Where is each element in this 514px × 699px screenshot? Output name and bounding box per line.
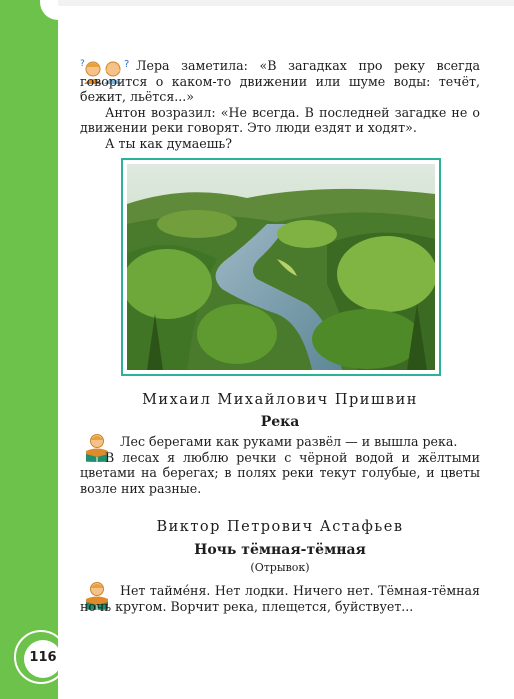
- dialog-line: Лера заметила: «В загадках про реку всегда говорится о каком-то движении или шуме воды: течёт, бежит, льётся...»: [80, 58, 480, 104]
- author-name: Михаил Михайлович Пришвин: [142, 392, 418, 408]
- text-reka: [80, 434, 480, 496]
- excerpt-note: (Отрывок): [250, 561, 310, 574]
- page-margin-strip: [0, 0, 58, 699]
- work-title: Ночь тёмная-тёмная: [194, 542, 366, 558]
- work-title: Река: [260, 414, 300, 430]
- river-photo-frame: [121, 158, 441, 376]
- dialog-block: [80, 58, 480, 151]
- dialog-question: А ты как думаешь?: [105, 135, 233, 151]
- dialog-line: Антон возразил: «Не всегда. В последней загадке не о движении реки говорят. Это люди ездят и ходят».: [80, 104, 480, 135]
- page-number: 116: [29, 650, 57, 665]
- paragraph: В лесах я люблю речки с чёрной водой и жёлтыми цветами на берегах; в полях реки текут голубые, и цветы возле них разные.: [80, 449, 480, 496]
- svg-text:?: ?: [124, 59, 130, 70]
- paragraph: Лес берегами как руками развёл — и вышла река.: [120, 434, 458, 449]
- top-rule: [58, 0, 514, 6]
- svg-text:?: ?: [80, 59, 85, 69]
- page-number-badge: [14, 630, 70, 686]
- paragraph: Нет тайме́ня. Нет лодки. Ничего нет. Тёмная-тёмная ночь кругом. Ворчит река, плещется, буйствует...: [80, 583, 480, 614]
- text-noch: [80, 583, 480, 614]
- river-forest-photo: [127, 164, 435, 370]
- author-name: Виктор Петрович Астафьев: [156, 519, 404, 535]
